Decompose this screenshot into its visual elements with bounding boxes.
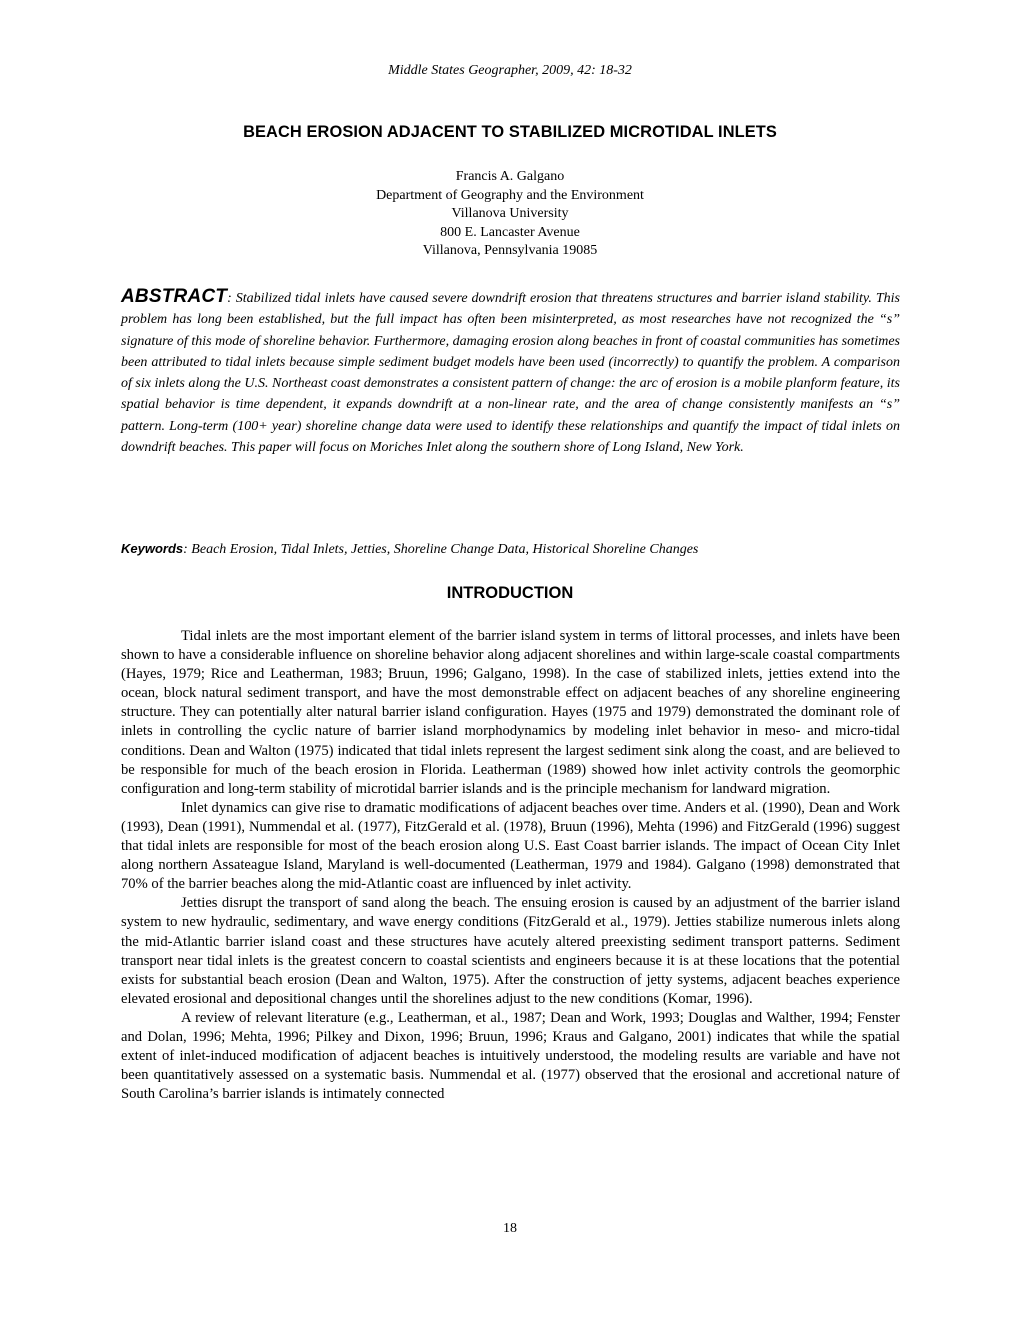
page-number: 18 <box>503 1221 517 1236</box>
body-paragraph: Inlet dynamics can give rise to dramatic modifications of adjacent beaches over time. Anders et al. (1990), Dean and Work (1993), Dean (1991), Nummendal et al. (1977), FitzGerald et al. (1978), Bruun (1996), Mehta (1996) and FitzGerald (1996) suggest that tidal inlets are responsible for most of the beach erosion along U.S. East Coast barrier islands. The impact of Ocean City Inlet along northern Assateague Island, Maryland is well-documented (Leatherman, 1979 and 1984). Galgano (1998) demonstrated that 70% of the barrier beaches along the mid-Atlantic coast are influenced by inlet activity. <box>121 799 900 893</box>
body-paragraph: Tidal inlets are the most important element of the barrier island system in terms of littoral processes, and inlets have been shown to have a considerable influence on shoreline behavior along adjacent shorelines and within large-scale coastal compartments (Hayes, 1979; Rice and Leatherman, 1983; Bruun, 1996; Galgano, 1998). In the case of stabilized inlets, jetties extend into the ocean, block natural sediment transport, and have the most demonstrable effect on adjacent beaches of any shoreline engineering structure. They can potentially alter natural barrier island configuration. Hayes (1975 and 1979) demonstrated the dominant role of inlets in controlling the cyclic nature of barrier island morphodynamics by modeling inlet behavior in meso- and micro-tidal conditions. Dean and Walton (1975) indicated that tidal inlets represent the largest sediment sink along the coast, and are believed to be responsible for much of the beach erosion in Florida. Leatherman (1989) showed how inlet activity controls the geomorphic configuration and long-term stability of microtidal barrier islands and is the principle mechanism for landward migration. <box>121 628 900 797</box>
author-street: 800 E. Lancaster Avenue <box>440 224 580 240</box>
keywords-text: : Beach Erosion, Tidal Inlets, Jetties, Shoreline Change Data, Historical Shoreline Changes <box>183 542 699 557</box>
section-heading-introduction: INTRODUCTION <box>446 584 574 602</box>
keywords-label: Keywords <box>121 541 184 556</box>
keywords <box>121 540 900 559</box>
running-header: Middle States Geographer, 2009, 42: 18-32 <box>388 63 632 78</box>
introduction-body <box>121 627 900 1104</box>
abstract-label: ABSTRACT <box>121 286 228 307</box>
body-paragraph: A review of relevant literature (e.g., Leatherman, et al., 1987; Dean and Work, 1993; Douglas and Walther, 1994; Fenster and Dolan, 1996; Mehta, 1996; Pilkey and Dixon, 1996; Bruun, 1996; Kraus and Galgano, 2001) indicates that while the spatial extent of inlet-induced modification of adjacent beaches is intuitively understood, the modeling results are variable and have not been quantitatively assessed on a systematic basis. Nummendal et al. (1977) observed that the erosional and accretional nature of South Carolina’s barrier islands is intimately connected <box>121 1009 900 1103</box>
abstract-text: : Stabilized tidal inlets have caused severe downdrift erosion that threatens structures and barrier island stability. This problem has long been established, but the full impact has often been misinterpreted, as most researches have not recognized the “s” signature of this mode of shoreline behavior. Furthermore, damaging erosion along beaches in front of coastal communities has sometimes been attributed to tidal inlets because simple sediment budget models have been used (incorrectly) to quantify the problem. A comparison of six inlets along the U.S. Northeast coast demonstrates a consistent pattern of change: the arc of erosion is a mobile planform feature, its spatial behavior is time dependent, it expands downdrift at a non-linear rate, and the area of change consistently manifests an “s” pattern. Long-term (100+ year) shoreline change data were used to identify these relationships and quantify the impact of tidal inlets on downdrift beaches. This paper will focus on Moriches Inlet along the southern shore of Long Island, New York. <box>121 291 900 456</box>
abstract <box>121 286 900 458</box>
author-block <box>0 168 1020 261</box>
paper-title: BEACH EROSION ADJACENT TO STABILIZED MICROTIDAL INLETS <box>243 123 777 141</box>
author-university: Villanova University <box>451 206 569 221</box>
author-city: Villanova, Pennsylvania 19085 <box>422 243 598 258</box>
body-paragraph: Jetties disrupt the transport of sand along the beach. The ensuing erosion is caused by an adjustment of the barrier island system to new hydraulic, sedimentary, and wave energy conditions (FitzGerald et al., 1979). Jetties stabilize numerous inlets along the mid-Atlantic barrier island coast and these structures have acutely altered preexisting sediment transport patterns. Sediment transport near tidal inlets is the greatest concern to coastal scientists and engineers because it is at these locations that the potential exists for substantial beach erosion (Dean and Walton, 1975). After the construction of jetty systems, adjacent beaches experience elevated erosional and depositional changes until the shorelines adjust to the new conditions (Komar, 1996). <box>121 895 900 1007</box>
author-department: Department of Geography and the Environment <box>376 187 644 203</box>
author-name: Francis A. Galgano <box>455 169 565 184</box>
